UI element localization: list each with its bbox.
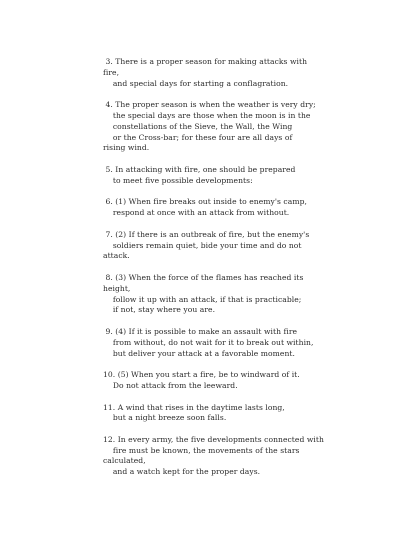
text-line: and special days for starting a conflagration. [103,78,289,88]
text-line: constellations of the Sieve, the Wall, the Wing [103,121,293,131]
paragraph-8 [103,273,403,316]
text-line: height, [103,283,131,293]
text-line: attack. [103,251,130,261]
text-line: or the Cross-bar; for these four are all days of [103,132,293,142]
paragraph-6 [103,197,403,219]
text-line: respond at once with an attack from without. [103,208,290,218]
paragraph-4 [103,100,403,154]
paragraph-7 [103,230,403,262]
text-line: 7. (2) If there is an outbreak of fire, but the enemy's [103,229,310,239]
text-line: but deliver your attack at a favorable moment. [103,348,295,358]
text-line: from without, do not wait for it to break out within, [103,337,314,347]
paragraph-9 [103,327,403,359]
text-line: soldiers remain quiet, bide your time and do not [103,240,302,250]
text-line: 3. There is a proper season for making attacks with [103,57,308,66]
text-line: to meet five possible developments: [103,175,253,185]
text-line: 4. The proper season is when the weather is very dry; [103,100,316,110]
text-line: 9. (4) If it is possible to make an assault with fire [103,326,298,336]
text-line: 12. In every army, the five developments connected with [103,434,324,444]
paragraph-11 [103,403,403,425]
text-line: 11. A wind that rises in the daytime lasts long, [103,402,285,412]
text-line: calculated, [103,456,146,466]
text-line: but a night breeze soon falls. [103,413,227,423]
text-line: 8. (3) When the force of the flames has reached its [103,272,304,282]
paragraph-3 [103,57,403,89]
text-line: fire must be known, the movements of the stars [103,445,300,455]
paragraph-10 [103,370,403,392]
document-text [103,57,403,489]
text-line: rising wind. [103,143,150,153]
paragraph-5 [103,165,403,187]
text-line: if not, stay where you are. [103,305,216,315]
text-line: 6. (1) When fire breaks out inside to enemy's camp, [103,197,307,207]
text-line: 10. (5) When you start a fire, be to windward of it. [103,370,300,380]
text-line: the special days are those when the moon is in the [103,110,311,120]
text-line: 5. In attacking with fire, one should be prepared [103,164,296,174]
text-line: Do not attack from the leeward. [103,380,238,390]
paragraph-12 [103,435,403,478]
text-line: and a watch kept for the proper days. [103,467,261,477]
text-line: fire, [103,67,120,77]
text-line: follow it up with an attack, if that is practicable; [103,294,302,304]
